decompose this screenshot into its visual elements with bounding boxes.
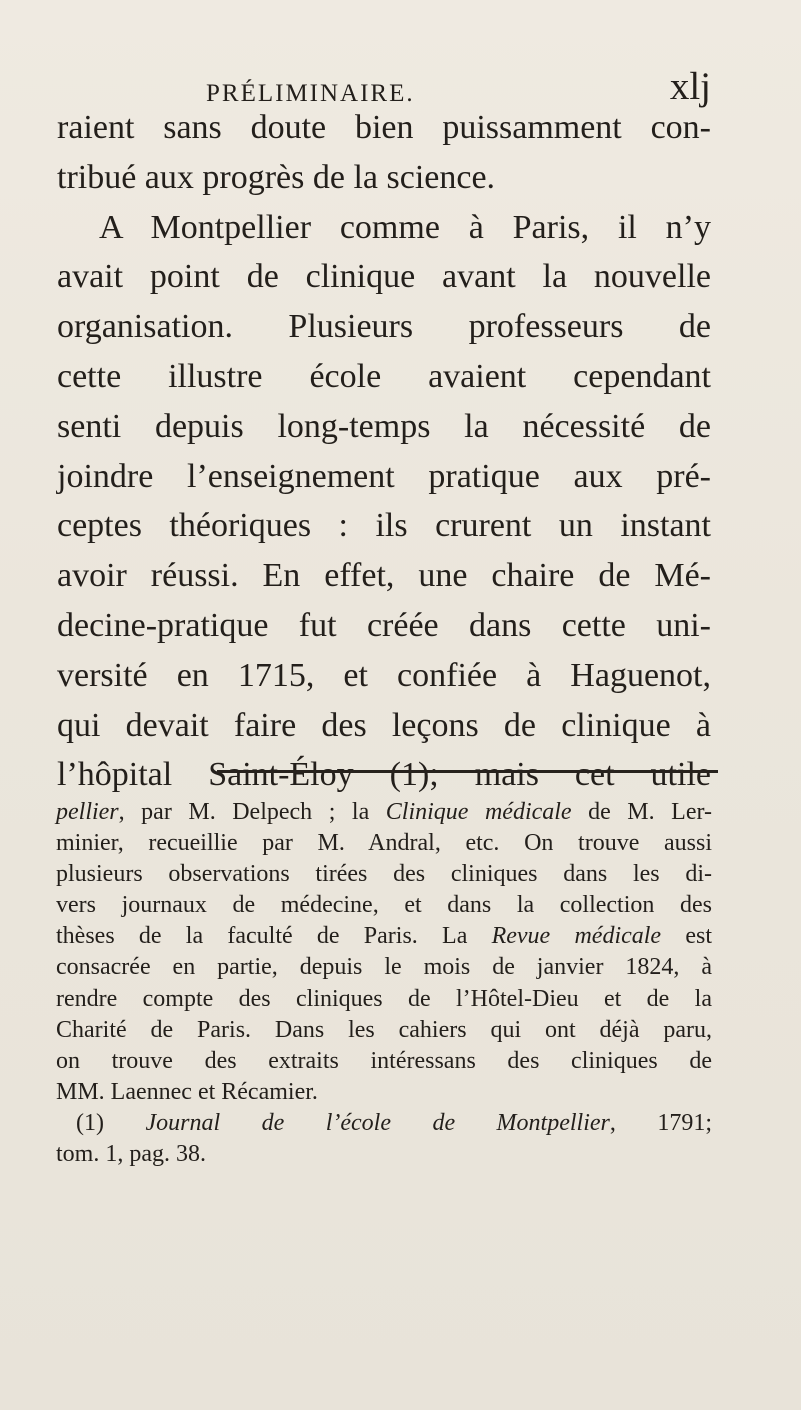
italic-title: Clinique médicale [385, 799, 572, 825]
footnote-text: , par M. Delpech ; la [118, 799, 386, 825]
footnotes [56, 797, 712, 1170]
italic-title: Journal de l’école de Montpellier [145, 1109, 610, 1136]
footnote-line: MM. Laennec et Récamier. [56, 1078, 318, 1105]
page-number: xlj [669, 65, 711, 108]
main-text-line: avoir réussi. En effet, une chaire de Mé- [57, 557, 711, 595]
main-text-line: tribué aux progrès de la science. [57, 158, 496, 196]
main-text-line: avait point de clinique avant la nouvelle [57, 258, 711, 296]
main-text-line: cette illustre école avaient cependant [57, 357, 711, 395]
footnote-text: de M. Ler- [571, 799, 712, 825]
footnote-line: rendre compte des cliniques de l’Hôtel-Dieu et de la [56, 985, 712, 1012]
italic-text: pellier [56, 799, 119, 825]
main-text-line: joindre l’enseignement pratique aux pré- [57, 457, 711, 495]
footnote-marker: (1) [76, 1109, 146, 1136]
main-text-line: raient sans doute bien puissamment con- [57, 109, 711, 146]
footnote-text: thèses de la faculté de Paris. La [56, 923, 492, 950]
main-text-line: ceptes théoriques : ils crurent un instant [57, 507, 711, 545]
footnote-line: minier, recueillie par M. Andral, etc. On trouve aussi [56, 830, 712, 857]
footnote-line: vers journaux de médecine, et dans la collection des [56, 892, 712, 919]
footnote-text: , 1791; [609, 1109, 713, 1136]
footnote-line [56, 797, 712, 828]
main-text-line: organisation. Plusieurs professeurs de [57, 308, 711, 346]
main-text-line: qui devait faire des leçons de clinique à [57, 706, 711, 744]
footnote-line [56, 921, 712, 952]
footnote-line: Charité de Paris. Dans les cahiers qui ont déjà paru, [56, 1016, 712, 1043]
italic-title: Revue médicale [491, 923, 662, 950]
footnote-line: on trouve des extraits intéressans des cliniques de [56, 1047, 712, 1074]
running-head: PRÉLIMINAIRE. [206, 80, 415, 107]
main-text-line: versité en 1715, et confiée à Haguenot, [57, 656, 711, 694]
main-text-line: A Montpellier comme à Paris, il n’y [99, 208, 711, 246]
main-text [57, 103, 711, 800]
main-text-line: decine-pratique fut créée dans cette uni- [57, 606, 711, 644]
footnote-rule [217, 770, 718, 773]
footnote-text: est [661, 923, 712, 950]
footnote-line [56, 1108, 712, 1139]
main-text-line: senti depuis long-temps la nécessité de [57, 407, 711, 445]
footnote-line: consacrée en partie, depuis le mois de janvier 1824, à [56, 954, 712, 981]
footnote-line: tom. 1, pag. 38. [56, 1141, 206, 1168]
footnote-line: plusieurs observations tirées des cliniques dans les di- [56, 861, 712, 888]
page-header [206, 62, 711, 108]
main-text-line: l’hôpital Saint-Éloy (1); mais cet utile [57, 756, 711, 794]
